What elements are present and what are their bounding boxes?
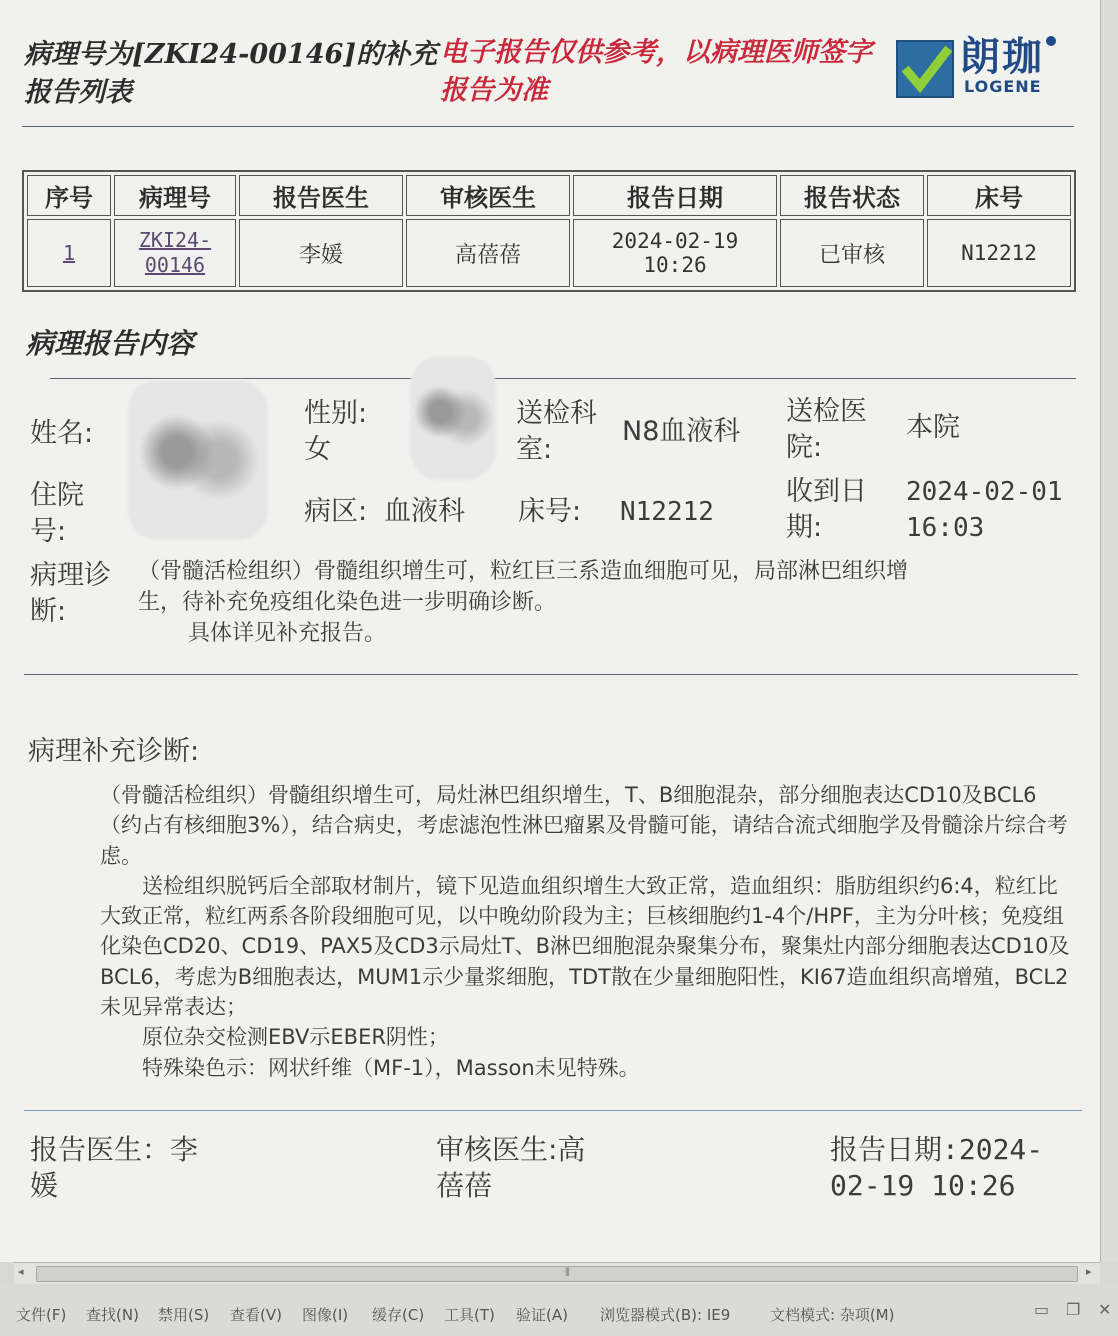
browser-menubar	[0, 1284, 1118, 1336]
cell-pathology-no[interactable]	[114, 219, 236, 287]
close-icon[interactable]: ✕	[1098, 1300, 1112, 1319]
logo-check-icon	[896, 40, 954, 98]
section-title-report-content: 病理报告内容	[26, 327, 195, 360]
minimize-icon[interactable]: ▭	[1034, 1300, 1050, 1319]
dept-label: 送检科 室:	[516, 398, 597, 465]
grip-icon: ⦀	[565, 1266, 570, 1279]
table-row[interactable]	[27, 219, 1071, 287]
redacted-name	[128, 380, 268, 540]
table-header-row	[27, 175, 1071, 216]
cell-report-date: 2024-02-19 10:26	[573, 219, 777, 287]
hospital-value: 本院	[906, 412, 960, 443]
diagnosis-line: 具体详见补充报告。	[188, 621, 387, 646]
received-date-value: 2024-02-01 16:03	[906, 477, 1063, 543]
bed-value: N12212	[620, 497, 714, 527]
scroll-thumb[interactable]	[36, 1266, 1078, 1282]
col-header-report-doctor: 报告医生	[239, 175, 403, 216]
ward-label: 病区:	[304, 496, 368, 527]
menu-find[interactable]: 查找(N)	[86, 1306, 139, 1324]
cell-review-doctor: 高蓓蓓	[406, 219, 570, 287]
cell-report-doctor: 李媛	[239, 219, 403, 287]
received-date-label: 收到日 期:	[786, 476, 867, 543]
cell-index[interactable]	[27, 219, 111, 287]
report-list-table	[22, 170, 1076, 292]
menu-browser-mode[interactable]: 浏览器模式(B): IE9	[600, 1306, 731, 1324]
vertical-scrollbar[interactable]	[1100, 0, 1118, 1262]
gender-value: 女	[304, 434, 331, 465]
signature-divider	[24, 1110, 1082, 1111]
row-index-link[interactable]: 1	[62, 240, 76, 265]
signature-report-doctor: 报告医生：李 媛	[30, 1133, 199, 1202]
supplement-text	[100, 780, 1070, 1083]
col-header-status: 报告状态	[780, 175, 924, 216]
scroll-left-icon[interactable]: ◂	[18, 1265, 24, 1278]
logo-text-cn: 朗珈	[960, 34, 1044, 80]
diagnosis-label: 病理诊 断:	[30, 560, 111, 627]
menu-images[interactable]: 图像(I)	[302, 1306, 349, 1324]
content-divider	[24, 674, 1078, 675]
section-divider	[50, 378, 1076, 379]
col-header-review-doctor: 审核医生	[406, 175, 570, 216]
redacted-age	[410, 356, 496, 480]
page-title: 病理号为[ZKI24-00146]的补充报告列表	[24, 39, 438, 108]
restore-icon[interactable]: ❐	[1066, 1300, 1081, 1319]
horizontal-scrollbar[interactable]	[14, 1262, 1100, 1286]
menu-disable[interactable]: 禁用(S)	[158, 1306, 210, 1324]
logene-logo	[896, 36, 1062, 100]
hospital-label: 送检医 院:	[786, 396, 867, 463]
header-divider	[22, 126, 1074, 127]
name-label: 姓名:	[30, 418, 94, 449]
dept-value: N8血液科	[622, 416, 741, 447]
pathology-no-link[interactable]: ZKI24- 00146	[138, 228, 212, 278]
diagnosis-line: 生，待补充免疫组化染色进一步明确诊断。	[138, 590, 557, 615]
supplement-title: 病理补充诊断:	[28, 736, 200, 767]
menu-view[interactable]: 查看(V)	[230, 1306, 282, 1324]
col-header-bed-no: 床号	[927, 175, 1071, 216]
diagnosis-text	[138, 556, 1068, 649]
signature-report-date: 报告日期:2024- 02-19 10:26	[830, 1133, 1044, 1202]
supplement-paragraph: 特殊染色示：网状纤维（MF-1），Masson未见特殊。	[142, 1055, 640, 1080]
gender-label: 性别:	[304, 398, 368, 429]
reference-notice: 电子报告仅供参考，以病理医师签字报告为准	[440, 37, 872, 106]
ward-value: 血液科	[384, 496, 465, 527]
supplement-paragraph: 送检组织脱钙后全部取材制片，镜下见造血组织增生大致正常，造血组织：脂肪组织约6:4，粒红比大致正常，粒红两系各阶段细胞可见，以中晚幼阶段为主；巨核细胞约1-4个/HPF，主为分叶核；免疫组化染色CD20、CD19、PAX5及CD3示局灶T、B淋巴细胞混杂聚集分布，聚集灶内部分细胞表达CD10及BCL6，考虑为B细胞表达，MUM1示少量浆细胞，TDT散在少量细胞阳性，KI67造血组织高增殖，BCL2未见异常表达；	[100, 873, 1070, 1020]
supplement-paragraph: （骨髓活检组织）骨髓组织增生可，局灶淋巴组织增生，T、B细胞混杂，部分细胞表达CD10及BCL6（约占有核细胞3%），结合病史，考虑滤泡性淋巴瘤累及骨髓可能，请结合流式细胞学及骨髓涂片综合考虑。	[100, 783, 1068, 868]
logo-registered-icon	[1046, 36, 1056, 46]
col-header-report-date: 报告日期	[573, 175, 777, 216]
menu-cache[interactable]: 缓存(C)	[372, 1306, 425, 1324]
logo-text-en: LOGENE	[964, 77, 1042, 96]
inpatient-no-label: 住院 号:	[30, 480, 84, 547]
cell-bed-no: N12212	[927, 219, 1071, 287]
col-header-index: 序号	[27, 175, 111, 216]
diagnosis-line: （骨髓活检组织）骨髓组织增生可，粒红巨三系造血细胞可见，局部淋巴组织增	[138, 559, 909, 584]
col-header-pathology-no: 病理号	[114, 175, 236, 216]
menu-tools[interactable]: 工具(T)	[444, 1306, 495, 1324]
menu-file[interactable]: 文件(F)	[16, 1306, 67, 1324]
menu-validate[interactable]: 验证(A)	[516, 1306, 568, 1324]
signature-review-doctor: 审核医生:高 蓓蓓	[436, 1133, 586, 1202]
bed-label: 床号:	[518, 496, 582, 527]
supplement-paragraph: 原位杂交检测EBV示EBER阴性；	[142, 1025, 449, 1050]
cell-status: 已审核	[780, 219, 924, 287]
scroll-right-icon[interactable]: ▸	[1086, 1265, 1092, 1278]
menu-document-mode[interactable]: 文档模式: 杂项(M)	[770, 1306, 895, 1324]
